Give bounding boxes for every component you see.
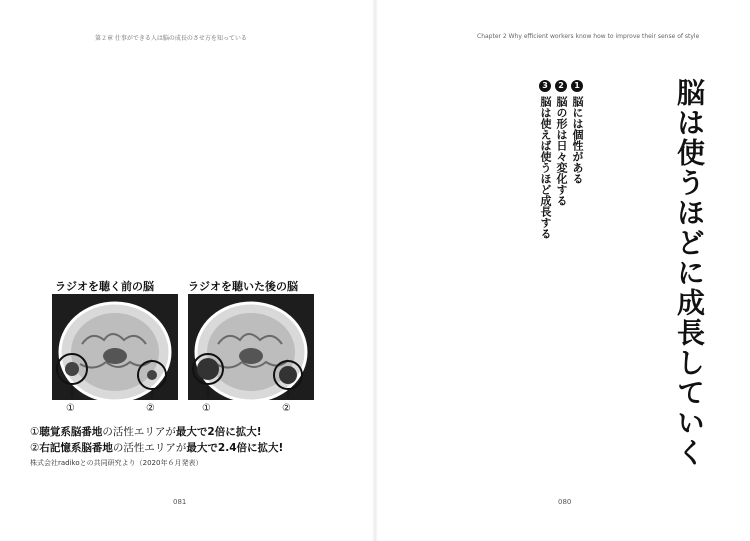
list-item-text: 脳は使えば使うほど成長する <box>539 96 552 239</box>
list-item <box>538 80 553 239</box>
after-brain-ventricle <box>239 348 263 364</box>
after-marker-1: ① <box>202 403 211 414</box>
caption-2-number: ② <box>30 442 40 454</box>
before-active-area-1 <box>65 362 79 376</box>
caption-1 <box>30 424 330 440</box>
caption-2 <box>30 440 330 456</box>
list-item-text: 脳の形は日々変化する <box>555 96 568 206</box>
caption-1-area: 聴覚系脳番地 <box>39 426 103 438</box>
right-page <box>375 0 750 541</box>
intro-paragraph <box>590 82 660 377</box>
list-number: 3 <box>539 80 551 92</box>
left-body-text <box>40 76 324 276</box>
running-head-right: Chapter 2 Why efficient workers know how to improve their sense of style <box>477 33 700 40</box>
before-marker-1: ① <box>66 403 75 414</box>
after-active-area-2 <box>279 366 297 384</box>
figure-source: 株式会社radikoとの共同研究より（2020年６月発表） <box>30 459 203 467</box>
caption-2-area: 右記憶系脳番地 <box>39 442 113 454</box>
page-number-left: 081 <box>173 498 187 506</box>
list-number: 1 <box>571 80 583 92</box>
after-scan-label: ラジオを聴いた後の脳 <box>188 280 298 293</box>
page-number-right: 080 <box>558 498 572 506</box>
list-item-text: 脳には個性がある <box>571 96 584 184</box>
figure-captions <box>30 424 330 468</box>
list-item <box>570 80 585 239</box>
before-scan-label: ラジオを聴く前の脳 <box>55 280 154 293</box>
caption-2-mid: の活性エリアが <box>112 442 187 454</box>
list-item <box>554 80 569 239</box>
before-marker-2: ② <box>146 403 155 414</box>
caption-1-result: 最大で2倍に拡大! <box>175 426 262 438</box>
caption-1-number: ① <box>30 426 40 438</box>
before-active-area-2 <box>147 370 157 380</box>
caption-2-result: 最大で2.4倍に拡大! <box>186 442 284 454</box>
after-active-area-1 <box>197 358 219 380</box>
list-number: 2 <box>555 80 567 92</box>
before-brain-ventricle <box>103 348 127 364</box>
section-title: 脳は使うほどに成長していく <box>673 78 706 468</box>
research-paragraph <box>425 82 535 462</box>
key-points-list <box>539 80 585 239</box>
caption-1-mid: の活性エリアが <box>102 426 176 438</box>
running-head-left: 第２章 仕事ができる人は脳の成長のさせ方を知っている <box>95 35 247 42</box>
brain-scan-images <box>52 294 314 414</box>
after-marker-2: ② <box>282 403 291 414</box>
